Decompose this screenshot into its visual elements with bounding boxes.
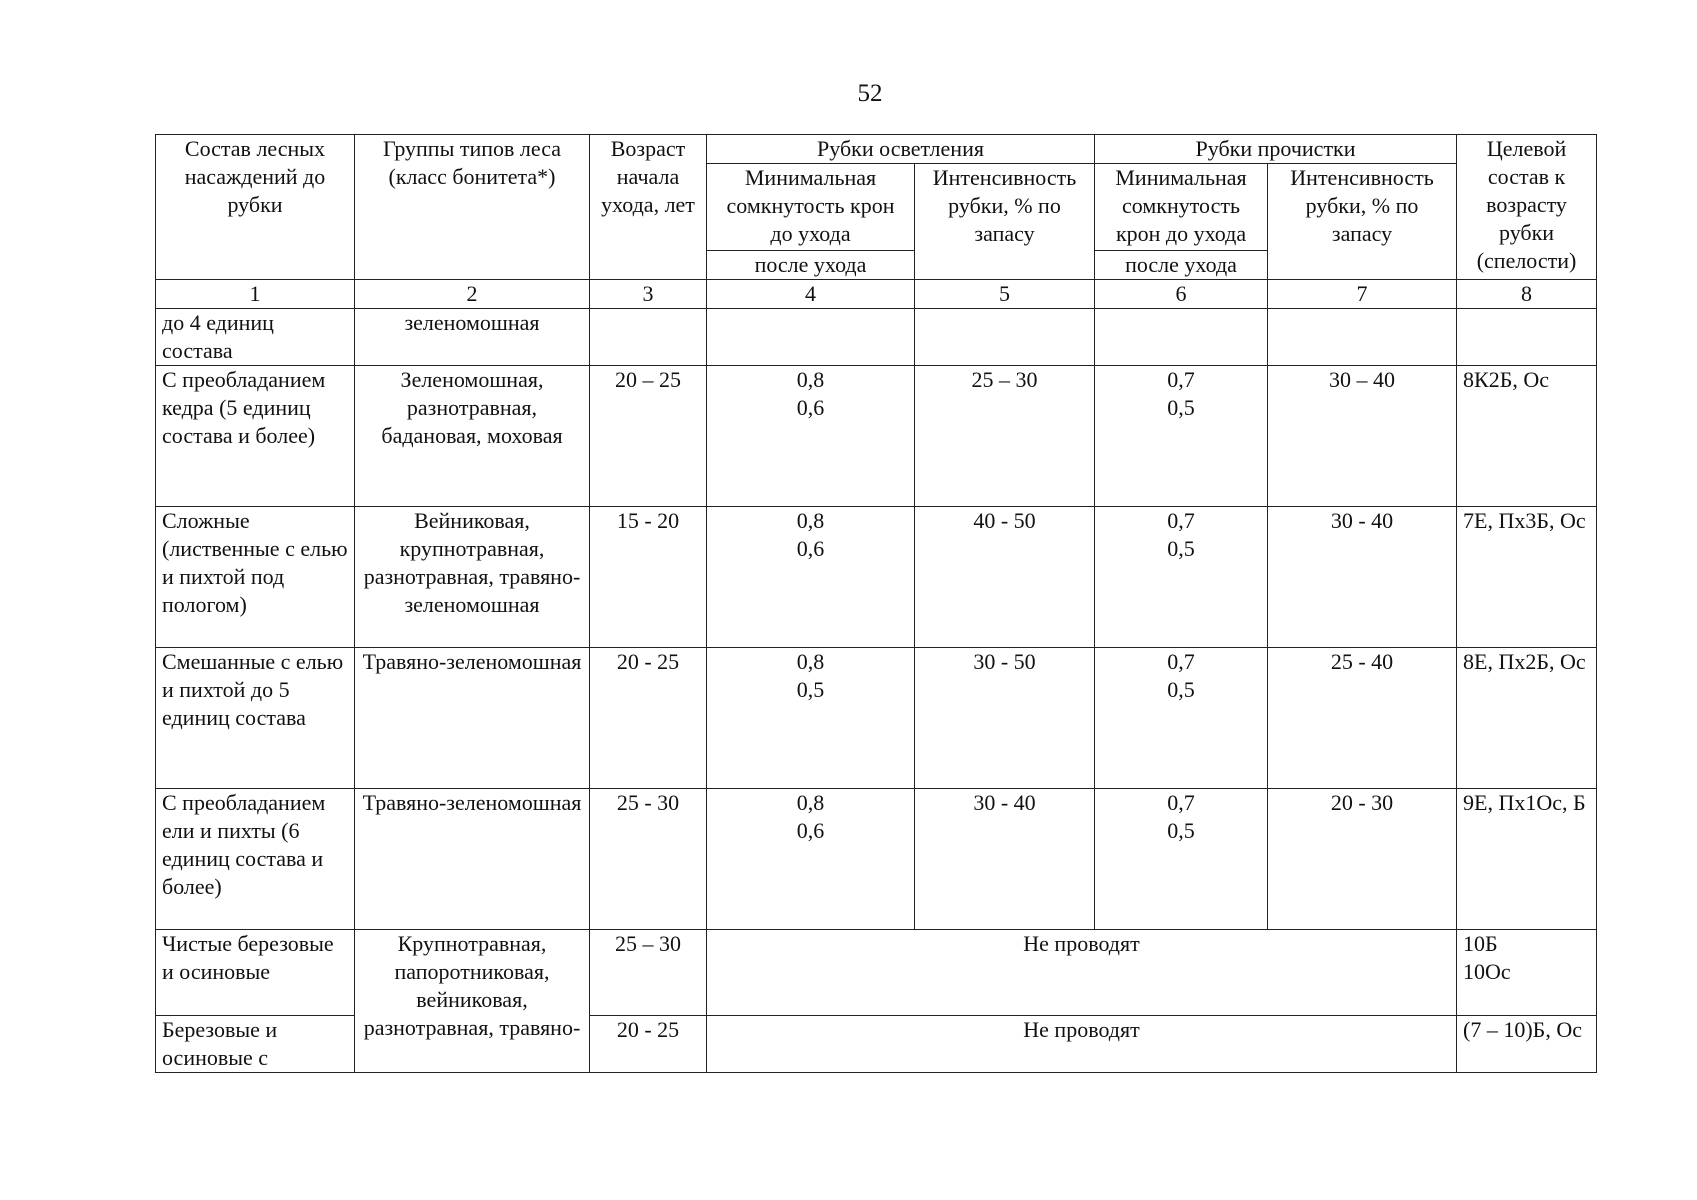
- column-number: 2: [355, 280, 590, 309]
- start-age-cell: 20 - 25: [590, 1016, 707, 1073]
- start-age-cell: 15 - 20: [590, 507, 707, 648]
- table-row: [156, 366, 1597, 507]
- header-light-after-care: после ухода: [707, 251, 915, 280]
- clean-density-cell: [1095, 309, 1268, 366]
- header-clean-after-care: после ухода: [1095, 251, 1268, 280]
- not-conducted-cell: Не проводят: [707, 1016, 1457, 1073]
- target-composition-cell: 8К2Б, Ос: [1457, 366, 1597, 507]
- header-forest-type-groups: Группы типов леса (класс бонитета*): [355, 135, 590, 280]
- start-age-cell: 25 – 30: [590, 930, 707, 1016]
- header-group-lightening-cuttings: Рубки осветления: [707, 135, 1095, 164]
- not-conducted-cell: Не проводят: [707, 930, 1457, 1016]
- column-number: 7: [1268, 280, 1457, 309]
- clean-density-cell: 0,7 0,5: [1095, 789, 1268, 930]
- clean-density-cell: 0,7 0,5: [1095, 366, 1268, 507]
- composition-cell: Сложные (лиственные с елью и пихтой под пологом): [156, 507, 355, 648]
- header-light-intensity: Интенсивность рубки, % по запасу: [915, 164, 1095, 280]
- forest-type-cell: Травяно-зеленомошная: [355, 789, 590, 930]
- composition-cell: Березовые и осиновые с: [156, 1016, 355, 1073]
- column-number: 6: [1095, 280, 1268, 309]
- forest-type-cell: зеленомошная: [355, 309, 590, 366]
- clean-intensity-cell: 30 - 40: [1268, 507, 1457, 648]
- target-composition-cell: (7 – 10)Б, Ос: [1457, 1016, 1597, 1073]
- target-composition-cell: 9Е, Пх1Ос, Б: [1457, 789, 1597, 930]
- header-start-age: Возраст начала ухода, лет: [590, 135, 707, 280]
- page-number: 52: [857, 80, 883, 107]
- header-target-composition: Целевой состав к возрасту рубки (спелости): [1457, 135, 1597, 280]
- column-number: 3: [590, 280, 707, 309]
- column-number-row: [156, 280, 1597, 309]
- composition-cell: С преобладанием кедра (5 единиц состава и более): [156, 366, 355, 507]
- header-clean-intensity: Интенсивность рубки, % по запасу: [1268, 164, 1457, 280]
- clean-density-cell: 0,7 0,5: [1095, 507, 1268, 648]
- start-age-cell: 25 - 30: [590, 789, 707, 930]
- table-row: [156, 507, 1597, 648]
- forest-type-cell: Зеленомошная, разнотравная, бадановая, моховая: [355, 366, 590, 507]
- table-row: [156, 309, 1597, 366]
- forest-type-cell: Вейниковая, крупнотравная, разнотравная, травяно-зеленомошная: [355, 507, 590, 648]
- forest-type-cell: Крупнотравная, папоротниковая, вейниковая, разнотравная, травяно-: [355, 930, 590, 1073]
- light-intensity-cell: 40 - 50: [915, 507, 1095, 648]
- table-row: [156, 648, 1597, 789]
- clean-intensity-cell: [1268, 309, 1457, 366]
- forest-type-cell: Травяно-зеленомошная: [355, 648, 590, 789]
- column-number: 8: [1457, 280, 1597, 309]
- header-composition: Состав лесных насаждений до рубки: [156, 135, 355, 280]
- light-density-cell: 0,8 0,5: [707, 648, 915, 789]
- table-row: [156, 930, 1597, 1016]
- column-number: 1: [156, 280, 355, 309]
- light-density-cell: 0,8 0,6: [707, 366, 915, 507]
- light-intensity-cell: [915, 309, 1095, 366]
- header-group-cleaning-cuttings: Рубки прочистки: [1095, 135, 1457, 164]
- header-row-1: [156, 135, 1597, 164]
- light-density-cell: [707, 309, 915, 366]
- start-age-cell: 20 - 25: [590, 648, 707, 789]
- header-clean-min-density-before: Минимальная сомкнутость крон до ухода: [1095, 164, 1268, 251]
- composition-cell: Смешанные с елью и пихтой до 5 единиц состава: [156, 648, 355, 789]
- light-density-cell: 0,8 0,6: [707, 507, 915, 648]
- start-age-cell: 20 – 25: [590, 366, 707, 507]
- column-number: 5: [915, 280, 1095, 309]
- light-density-cell: 0,8 0,6: [707, 789, 915, 930]
- target-composition-cell: 10Б 10Ос: [1457, 930, 1597, 1016]
- light-intensity-cell: 30 - 40: [915, 789, 1095, 930]
- clean-density-cell: 0,7 0,5: [1095, 648, 1268, 789]
- clean-intensity-cell: 20 - 30: [1268, 789, 1457, 930]
- target-composition-cell: [1457, 309, 1597, 366]
- clean-intensity-cell: 30 – 40: [1268, 366, 1457, 507]
- clean-intensity-cell: 25 - 40: [1268, 648, 1457, 789]
- composition-cell: до 4 единиц состава: [156, 309, 355, 366]
- target-composition-cell: 7Е, Пх3Б, Ос: [1457, 507, 1597, 648]
- composition-cell: С преобладанием ели и пихты (6 единиц состава и более): [156, 789, 355, 930]
- light-intensity-cell: 25 – 30: [915, 366, 1095, 507]
- header-light-min-density-before: Минимальная сомкнутость крон до ухода: [707, 164, 915, 251]
- target-composition-cell: 8Е, Пх2Б, Ос: [1457, 648, 1597, 789]
- table-row: [156, 789, 1597, 930]
- composition-cell: Чистые березовые и осиновые: [156, 930, 355, 1016]
- start-age-cell: [590, 309, 707, 366]
- forest-care-table: [155, 134, 1597, 1073]
- column-number: 4: [707, 280, 915, 309]
- light-intensity-cell: 30 - 50: [915, 648, 1095, 789]
